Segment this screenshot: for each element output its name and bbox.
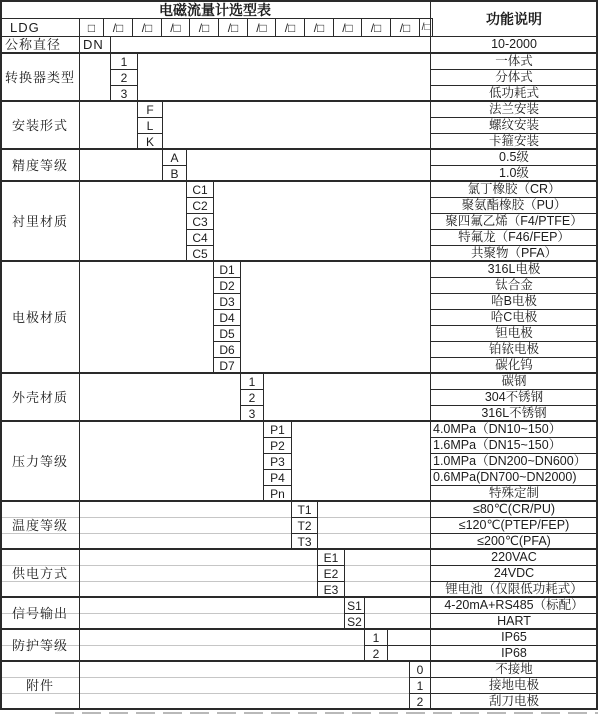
code-cell: P1 xyxy=(263,421,292,438)
code-cell: 3 xyxy=(240,405,264,422)
desc-row-line xyxy=(430,213,598,214)
desc-cell: 4.0MPa（DN10~150） xyxy=(433,421,562,436)
desc-cell: 特氟龙（F46/FEP） xyxy=(458,229,570,244)
block-separator xyxy=(0,100,598,102)
desc-row-line xyxy=(430,693,598,694)
category-label: 外壳材质 xyxy=(11,389,68,405)
model-slot-cell: /□ xyxy=(304,18,334,37)
desc-cell: 刮刀电极 xyxy=(488,693,539,708)
desc-row-line xyxy=(430,197,598,198)
desc-row-line xyxy=(430,485,598,486)
desc-cell: 220VAC xyxy=(491,549,537,564)
code-cell: D2 xyxy=(213,277,241,294)
desc-row-line xyxy=(430,309,598,310)
code-cell: 0 xyxy=(409,661,431,678)
code-cell: P3 xyxy=(263,453,292,470)
desc-cell: 24VDC xyxy=(493,565,535,580)
desc-row-line xyxy=(430,677,598,678)
model-slot-cell: /□ xyxy=(189,18,219,37)
code-cell: S2 xyxy=(344,613,365,630)
model-dn-box-cell: □ xyxy=(79,18,104,37)
model-slot-cell: /□ xyxy=(419,18,433,37)
model-row-bottom-line xyxy=(0,36,598,37)
desc-row-line xyxy=(430,581,598,582)
frame-left xyxy=(0,0,2,710)
category-label: 附件 xyxy=(25,677,54,693)
code-cell: D7 xyxy=(213,357,241,374)
frame-right xyxy=(596,0,598,710)
sheet-gridline-stub xyxy=(55,712,598,714)
code-cell: A xyxy=(162,149,187,166)
block-separator xyxy=(0,548,598,550)
desc-row-line xyxy=(430,437,598,438)
code-cell: E1 xyxy=(317,549,345,566)
category-label: 转换器类型 xyxy=(4,69,75,85)
block-separator xyxy=(0,372,598,374)
desc-row-line xyxy=(430,229,598,230)
sheet-gridline xyxy=(364,613,430,614)
desc-row-line xyxy=(430,293,598,294)
dn-label: 公称直径 xyxy=(5,37,62,52)
code-cell: E2 xyxy=(317,565,345,582)
code-cell: K xyxy=(137,133,163,150)
code-cell: F xyxy=(137,101,163,118)
code-cell: D3 xyxy=(213,293,241,310)
desc-cell: 哈B电极 xyxy=(491,293,537,308)
model-slot-cell: /□ xyxy=(103,18,133,37)
desc-cell: IP65 xyxy=(501,629,527,644)
sheet-gridline xyxy=(344,565,430,566)
desc-row-line xyxy=(430,469,598,470)
code-cell: D1 xyxy=(213,261,241,278)
title-bottom-line xyxy=(0,18,430,19)
code-cell: D4 xyxy=(213,309,241,326)
desc-cell: 低功耗式 xyxy=(488,85,539,100)
desc-row-line xyxy=(430,325,598,326)
label-column-line xyxy=(79,18,80,709)
table-title: 电磁流量计选型表 xyxy=(159,1,271,18)
model-slot-cell: /□ xyxy=(390,18,420,37)
code-cell: T3 xyxy=(291,533,318,550)
category-label: 温度等级 xyxy=(11,517,68,533)
desc-cell: 接地电极 xyxy=(488,677,539,692)
model-prefix-cell: LDG xyxy=(10,19,40,35)
model-slot-cell: /□ xyxy=(247,18,276,37)
code-cell: S1 xyxy=(344,597,365,614)
code-cell: C4 xyxy=(186,229,214,246)
code-cell: E3 xyxy=(317,581,345,598)
desc-cell: ≤200℃(PFA) xyxy=(477,533,551,548)
block-separator xyxy=(0,52,598,54)
block-separator xyxy=(0,180,598,182)
dn-code-cell: DN xyxy=(83,37,104,52)
desc-row-line xyxy=(430,517,598,518)
sheet-gridline xyxy=(317,533,430,534)
desc-cell: 氯丁橡胶（CR） xyxy=(467,181,561,196)
desc-cell: 1.0MPa（DN200~DN600） xyxy=(433,453,587,468)
desc-cell: HART xyxy=(497,613,531,628)
desc-cell: 0.5级 xyxy=(499,149,529,164)
code-cell: C3 xyxy=(186,213,214,230)
desc-row-line xyxy=(430,69,598,70)
block-separator xyxy=(0,660,598,662)
block-separator xyxy=(0,500,598,502)
code-cell: 1 xyxy=(110,53,138,70)
desc-cell: 316L电极 xyxy=(487,261,541,276)
desc-cell: 316L不锈钢 xyxy=(481,405,547,420)
desc-cell: 特殊定制 xyxy=(488,485,539,500)
code-cell: 1 xyxy=(409,677,431,694)
category-label: 供电方式 xyxy=(11,565,68,581)
code-cell: C5 xyxy=(186,245,214,262)
desc-cell: 钽电极 xyxy=(495,325,533,340)
frame-bottom xyxy=(0,708,598,710)
dn-desc-cell: 10-2000 xyxy=(491,37,537,52)
desc-cell: 碳钢 xyxy=(501,373,527,388)
desc-cell: 不接地 xyxy=(495,661,533,676)
model-slot-cell: /□ xyxy=(218,18,248,37)
code-cell: D5 xyxy=(213,325,241,342)
desc-row-line xyxy=(430,85,598,86)
filler-cell xyxy=(387,629,431,646)
code-cell: B xyxy=(162,165,187,182)
model-slot-cell: /□ xyxy=(132,18,162,37)
code-cell: 2 xyxy=(364,645,388,662)
category-label: 压力等级 xyxy=(11,453,68,469)
desc-cell: 锂电池（仅限低功耗式） xyxy=(445,581,583,596)
desc-cell: 分体式 xyxy=(495,69,533,84)
desc-row-line xyxy=(430,645,598,646)
desc-column-line xyxy=(430,0,431,709)
desc-cell: 铂铱电极 xyxy=(488,341,539,356)
code-cell: 1 xyxy=(364,629,388,646)
desc-cell: 卡箍安装 xyxy=(488,133,539,148)
sheet-gridline xyxy=(317,517,430,518)
code-cell: 3 xyxy=(110,85,138,102)
desc-cell: ≤80℃(CR/PU) xyxy=(472,501,556,516)
desc-row-line xyxy=(430,341,598,342)
block-separator xyxy=(0,260,598,262)
code-cell: 2 xyxy=(240,389,264,406)
desc-cell: 法兰安装 xyxy=(488,101,539,116)
code-cell: T1 xyxy=(291,501,318,518)
desc-cell: 螺纹安装 xyxy=(488,117,539,132)
desc-cell: 1.6MPa（DN15~150） xyxy=(433,437,562,452)
desc-row-line xyxy=(430,117,598,118)
desc-row-line xyxy=(430,565,598,566)
desc-cell: IP68 xyxy=(501,645,527,660)
desc-row-line xyxy=(430,453,598,454)
desc-cell: 碳化钨 xyxy=(495,357,533,372)
code-cell: Pn xyxy=(263,485,292,502)
category-label: 防护等级 xyxy=(11,637,68,653)
code-cell: 2 xyxy=(110,69,138,86)
category-label: 电极材质 xyxy=(11,309,68,325)
desc-row-line xyxy=(430,533,598,534)
desc-row-line xyxy=(430,389,598,390)
desc-row-line xyxy=(430,245,598,246)
model-slot-cell: /□ xyxy=(361,18,391,37)
model-slot-cell: /□ xyxy=(275,18,305,37)
block-separator xyxy=(0,420,598,422)
desc-cell: 0.6MPa(DN700~DN2000) xyxy=(433,469,577,484)
block-separator xyxy=(0,628,598,630)
block-separator xyxy=(0,148,598,150)
desc-cell: 聚四氟乙烯（F4/PTFE） xyxy=(445,213,583,228)
desc-cell: 1.0级 xyxy=(499,165,529,180)
code-cell: D6 xyxy=(213,341,241,358)
model-slot-cell: /□ xyxy=(161,18,190,37)
desc-row-line xyxy=(430,357,598,358)
code-cell: P2 xyxy=(263,437,292,454)
frame-top xyxy=(0,0,598,2)
category-label: 信号输出 xyxy=(11,605,68,621)
code-cell: L xyxy=(137,117,163,134)
desc-cell: 聚氨酯橡胶（PU） xyxy=(461,197,567,212)
code-cell: C2 xyxy=(186,197,214,214)
desc-row-line xyxy=(430,165,598,166)
desc-cell: 一体式 xyxy=(495,53,533,68)
desc-row-line xyxy=(430,133,598,134)
desc-cell: ≤120℃(PTEP/FEP) xyxy=(458,517,570,532)
desc-cell: 钛合金 xyxy=(495,277,533,292)
code-cell: C1 xyxy=(186,181,214,198)
desc-row-line xyxy=(430,405,598,406)
model-slot-cell: /□ xyxy=(333,18,362,37)
dn-cell-line xyxy=(110,36,111,53)
desc-cell: 哈C电极 xyxy=(490,309,538,324)
category-label: 衬里材质 xyxy=(11,213,68,229)
category-label: 安装形式 xyxy=(11,117,68,133)
code-cell: 1 xyxy=(240,373,264,390)
code-cell: T2 xyxy=(291,517,318,534)
desc-row-line xyxy=(430,277,598,278)
block-separator xyxy=(0,596,598,598)
category-label: 精度等级 xyxy=(11,157,68,173)
code-cell: 2 xyxy=(409,693,431,710)
function-column-header: 功能说明 xyxy=(486,11,542,27)
code-cell: P4 xyxy=(263,469,292,486)
sheet-gridline xyxy=(344,581,430,582)
desc-row-line xyxy=(430,613,598,614)
desc-cell: 4-20mA+RS485（标配） xyxy=(444,597,584,612)
desc-cell: 共聚物（PFA） xyxy=(470,245,558,260)
desc-cell: 304不锈钢 xyxy=(484,389,544,404)
